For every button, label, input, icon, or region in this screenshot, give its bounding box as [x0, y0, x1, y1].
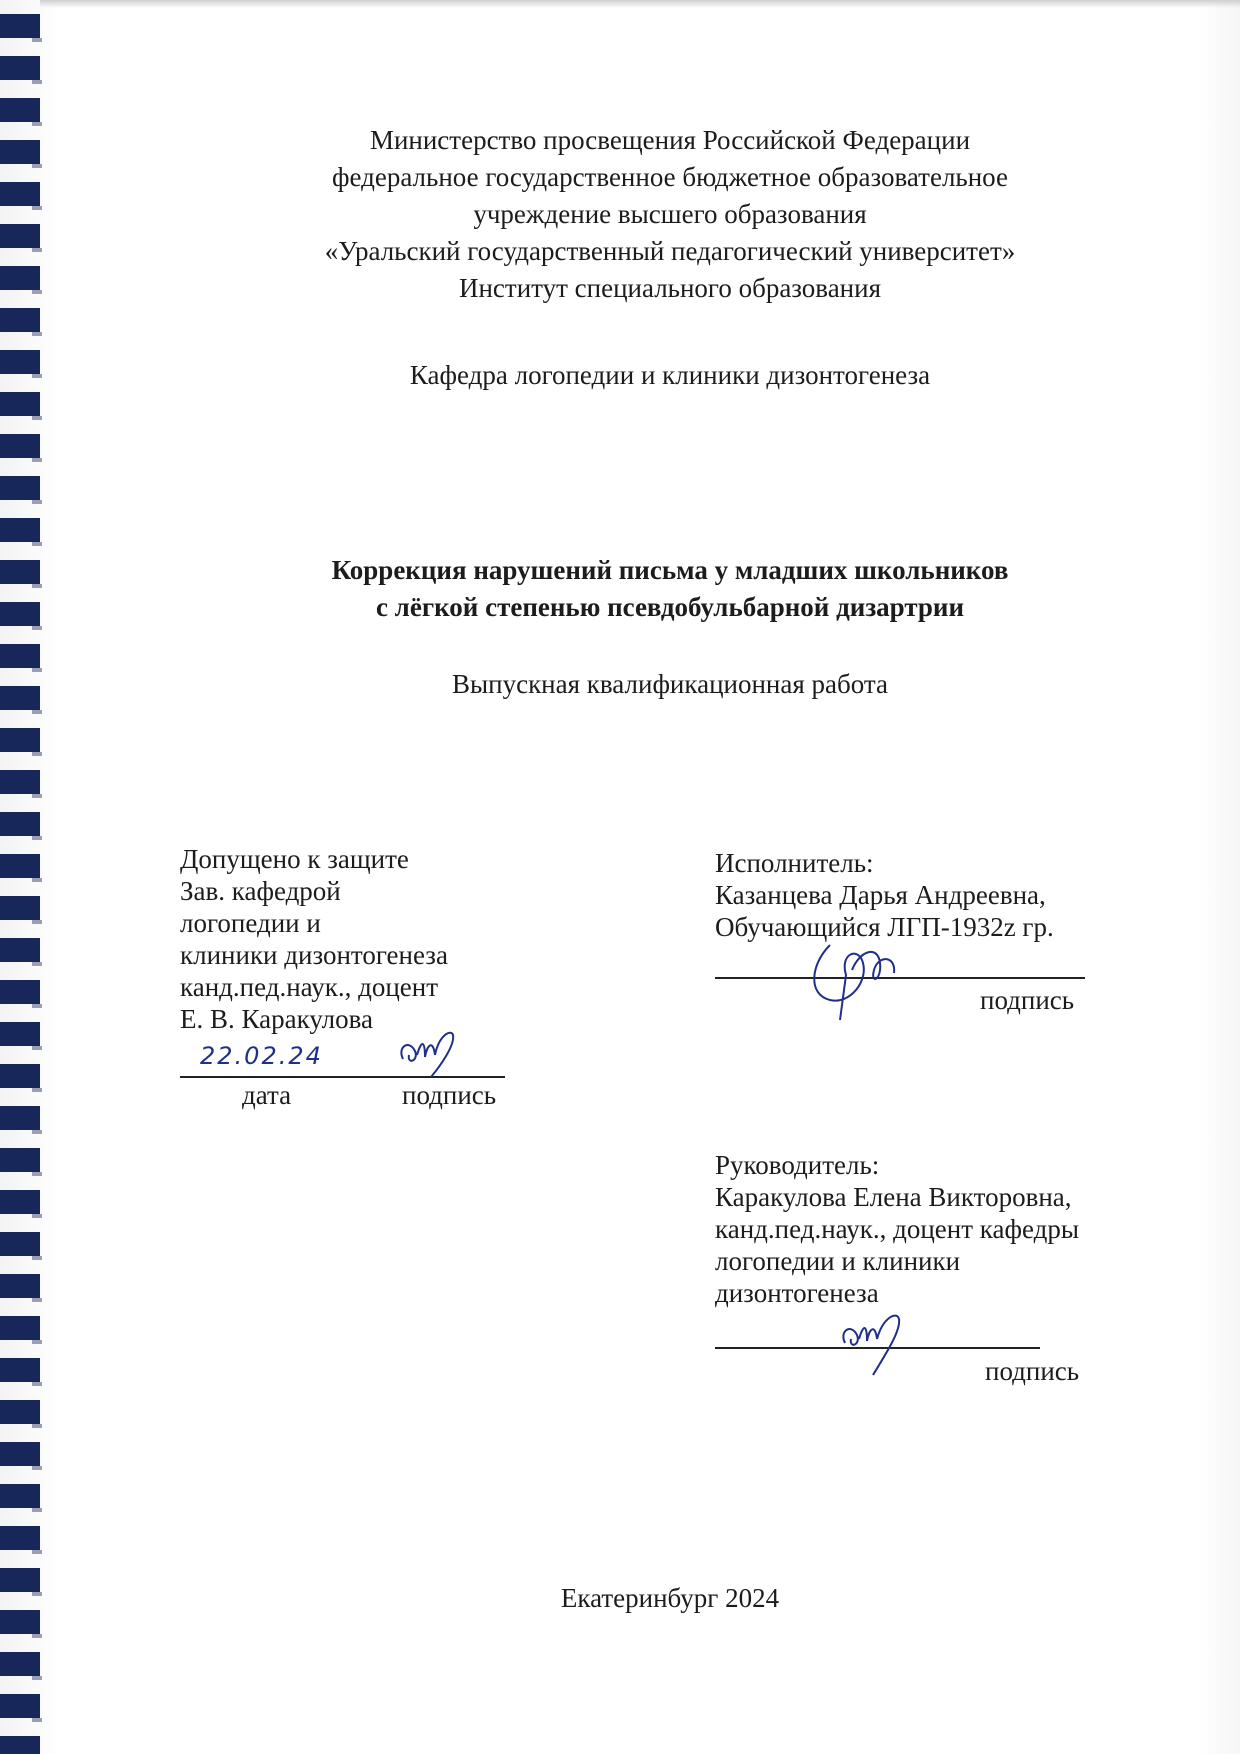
binding-hole-shadow [32, 38, 42, 42]
binding-hole-shadow [32, 122, 42, 126]
university-name-line: «Уральский государственный педагогический университет» [324, 236, 1016, 266]
binding-hole-shadow [32, 1004, 42, 1008]
supervisor-heading: Руководитель: [715, 1150, 880, 1180]
binding-hole [0, 14, 40, 38]
binding-hole [0, 686, 40, 710]
binding-hole [0, 938, 40, 962]
binding-hole-shadow [32, 416, 42, 420]
binding-holes [0, 0, 48, 1754]
binding-hole-shadow [32, 710, 42, 714]
supervisor-signature-label: подпись [985, 1356, 1080, 1386]
admission-line-6: Е. В. Каракулова [180, 1004, 374, 1034]
date-label: дата [242, 1080, 292, 1110]
binding-hole [0, 980, 40, 1004]
binding-hole-shadow [32, 1634, 42, 1638]
binding-hole [0, 434, 40, 458]
binding-hole-shadow [32, 80, 42, 84]
binding-hole [0, 896, 40, 920]
signature-label: подпись [402, 1080, 497, 1110]
binding-hole [0, 140, 40, 164]
binding-hole-shadow [32, 1718, 42, 1722]
binding-hole [0, 1484, 40, 1508]
binding-hole-shadow [32, 1298, 42, 1302]
institute-line: Институт специального образования [458, 273, 882, 303]
page-top-shadow [40, 0, 1240, 8]
ministry-line: Министерство просвещения Российской Федерации [369, 125, 971, 155]
binding-hole-shadow [32, 206, 42, 210]
binding-hole-shadow [32, 1256, 42, 1260]
binding-hole-shadow [32, 1466, 42, 1470]
binding-hole [0, 1148, 40, 1172]
binding-hole [0, 1358, 40, 1382]
binding-hole [0, 476, 40, 500]
executor-block [715, 847, 1175, 943]
binding-hole-shadow [32, 836, 42, 840]
admission-line-4: клиники дизонтогенеза [180, 940, 448, 970]
binding-hole [0, 1400, 40, 1424]
binding-hole [0, 56, 40, 80]
handwritten-date: 22.02.24 [200, 1042, 323, 1070]
admission-block [180, 843, 540, 1035]
binding-hole-shadow [32, 1382, 42, 1386]
admission-line-1: Допущено к защите [180, 844, 409, 874]
supervisor-signature [835, 1305, 915, 1380]
binding-hole-shadow [32, 626, 42, 630]
executor-signature-label: подпись [980, 985, 1075, 1015]
binding-hole [0, 392, 40, 416]
binding-hole-shadow [32, 248, 42, 252]
binding-hole-shadow [32, 1592, 42, 1596]
department-line: Кафедра логопедии и клиники дизонтогенеза [409, 360, 931, 390]
binding-hole-shadow [32, 1340, 42, 1344]
binding-hole [0, 560, 40, 584]
spiral-binding [0, 0, 48, 1754]
binding-hole-shadow [32, 1130, 42, 1134]
binding-hole [0, 350, 40, 374]
supervisor-block [715, 1149, 1175, 1309]
admission-line-2: Зав. кафедрой [180, 876, 341, 906]
binding-hole-shadow [32, 1424, 42, 1428]
binding-hole-shadow [32, 1172, 42, 1176]
binding-hole [0, 1316, 40, 1340]
binding-hole-shadow [32, 542, 42, 546]
binding-hole [0, 1736, 40, 1754]
binding-hole [0, 1610, 40, 1634]
binding-hole-shadow [32, 1550, 42, 1554]
binding-hole-shadow [32, 332, 42, 336]
executor-name: Казанцева Дарья Андреевна, [715, 880, 1046, 910]
executor-group: Обучающийся ЛГП-1932z гр. [715, 912, 1054, 942]
binding-hole [0, 770, 40, 794]
binding-hole-shadow [32, 962, 42, 966]
thesis-title-line-2: с лёгкой степенью псевдобульбарной дизартрии [375, 592, 965, 622]
binding-hole [0, 602, 40, 626]
binding-hole [0, 518, 40, 542]
executor-heading: Исполнитель: [715, 848, 874, 878]
supervisor-degree: канд.пед.наук., доцент кафедры [715, 1214, 1079, 1244]
supervisor-dept-1: логопедии и клиники [715, 1246, 961, 1276]
binding-hole-shadow [32, 794, 42, 798]
binding-hole-shadow [32, 1214, 42, 1218]
binding-hole-shadow [32, 1046, 42, 1050]
binding-hole-shadow [32, 920, 42, 924]
binding-hole [0, 1064, 40, 1088]
admission-signature [395, 1025, 465, 1080]
binding-hole [0, 1274, 40, 1298]
binding-hole [0, 1232, 40, 1256]
institution-header [120, 122, 1220, 307]
city-year: Екатеринбург 2024 [560, 1583, 780, 1613]
binding-hole-shadow [32, 752, 42, 756]
binding-hole [0, 1190, 40, 1214]
binding-hole-shadow [32, 290, 42, 294]
binding-hole-shadow [32, 1676, 42, 1680]
executor-signature [800, 925, 910, 1025]
binding-hole [0, 1568, 40, 1592]
admission-line-3: логопедии и [180, 908, 321, 938]
binding-hole-shadow [32, 500, 42, 504]
binding-hole [0, 728, 40, 752]
binding-hole [0, 98, 40, 122]
thesis-title-line-1: Коррекция нарушений письма у младших школьников [331, 555, 1009, 585]
binding-hole-shadow [32, 1088, 42, 1092]
binding-hole [0, 812, 40, 836]
binding-hole-shadow [32, 458, 42, 462]
thesis-title [120, 552, 1220, 626]
binding-hole [0, 182, 40, 206]
supervisor-name: Каракулова Елена Викторовна, [715, 1182, 1072, 1212]
binding-hole [0, 854, 40, 878]
binding-hole [0, 224, 40, 248]
binding-hole [0, 644, 40, 668]
binding-hole [0, 1106, 40, 1130]
binding-hole [0, 266, 40, 290]
binding-hole-shadow [32, 668, 42, 672]
binding-hole [0, 1652, 40, 1676]
binding-hole [0, 1694, 40, 1718]
binding-hole-shadow [32, 164, 42, 168]
binding-hole [0, 1442, 40, 1466]
admission-line-5: канд.пед.наук., доцент [180, 972, 439, 1002]
binding-hole-shadow [32, 374, 42, 378]
binding-hole-shadow [32, 1508, 42, 1512]
institution-level-line: учреждение высшего образования [473, 199, 867, 229]
work-type: Выпускная квалификационная работа [451, 669, 889, 699]
binding-hole-shadow [32, 878, 42, 882]
supervisor-dept-2: дизонтогенеза [715, 1278, 879, 1308]
binding-hole [0, 308, 40, 332]
binding-hole [0, 1022, 40, 1046]
institution-type-line: федеральное государственное бюджетное образовательное [331, 162, 1008, 192]
binding-hole-shadow [32, 584, 42, 588]
binding-hole [0, 1526, 40, 1550]
